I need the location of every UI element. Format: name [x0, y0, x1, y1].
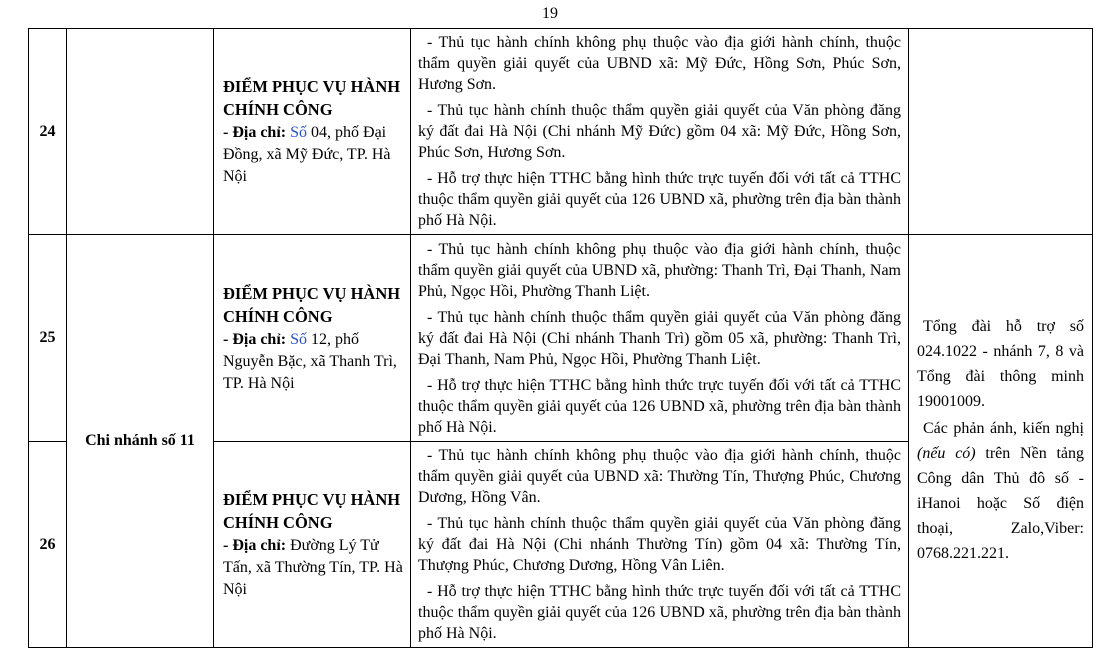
procedure-bullet: - Thủ tục hành chính thuộc thẩm quyền giải quyết của Văn phòng đăng ký đất đai Hà Nội (Chi nhánh Mỹ Đức) gồm 04 xã: Mỹ Đức, Hồng Sơn, Phúc Sơn, Hương Sơn.: [418, 102, 901, 161]
procedure-bullet: - Thủ tục hành chính thuộc thẩm quyền giải quyết của Văn phòng đăng ký đất đai Hà Nội (Chi nhánh Thanh Trì) gồm 05 xã, phường: Thanh Trì, Đại Thanh, Nam Phủ, Ngọc Hồi, Phường Thanh Liệt.: [418, 308, 901, 368]
service-point-address: [223, 122, 404, 188]
feedback-text-post: trên Nền tảng Công dân Thủ đô số - iHanoi hoặc Số điện thoại, Zalo,Viber: 0768.221.221.: [917, 445, 1084, 562]
table-row-25: [29, 235, 1093, 442]
hotline-paragraph: Tổng đài hỗ trợ số 024.1022 - nhánh 7, 8 và Tổng đài thông minh 19001009.: [917, 318, 1084, 410]
procedure-bullet: - Thủ tục hành chính không phụ thuộc vào địa giới hành chính, thuộc thẩm quyền giải quyết của UBND xã, phường: Thanh Trì, Đại Thanh, Nam Phủ, Ngọc Hồi, Phường Thanh Liệt.: [418, 240, 901, 300]
procedure-bullet: - Hỗ trợ thực hiện TTHC bằng hình thức trực tuyến đối với tất cả TTHC thuộc thẩm quyền giải quyết của 126 UBND xã, phường trên địa bàn thành phố Hà Nội.: [418, 583, 901, 642]
branch-cell: Chi nhánh số 11: [67, 235, 214, 648]
service-point-title: ĐIỂM PHỤC VỤ HÀNH CHÍNH CÔNG: [223, 283, 401, 326]
procedure-bullet: - Hỗ trợ thực hiện TTHC bằng hình thức trực tuyến đối với tất cả TTHC thuộc thẩm quyền giải quyết của 126 UBND xã, phường trên địa bàn thành phố Hà Nội.: [418, 376, 901, 436]
feedback-text-italic: (nếu có): [917, 445, 976, 462]
procedure-bullet: - Thủ tục hành chính không phụ thuộc vào địa giới hành chính, thuộc thẩm quyền giải quyết của UBND xã: Mỹ Đức, Hồng Sơn, Phúc Sơn, Hương Sơn.: [418, 34, 901, 93]
feedback-paragraph: [917, 416, 1084, 566]
row-number: 24: [29, 29, 67, 235]
address-label: - Địa chỉ:: [223, 124, 287, 141]
procedures-cell: [411, 235, 909, 442]
service-point-title: ĐIỂM PHỤC VỤ HÀNH CHÍNH CÔNG: [223, 77, 401, 119]
row-number: 25: [29, 235, 67, 442]
service-point-cell: [214, 29, 411, 235]
service-point-cell: [214, 235, 411, 442]
row-number: 26: [29, 442, 67, 648]
service-point-address: [223, 329, 404, 395]
feedback-text-pre: Các phản ánh, kiến nghị: [923, 420, 1084, 437]
address-label: - Địa chỉ:: [223, 537, 287, 554]
branch-cell-empty: [67, 29, 214, 235]
service-point-cell: [214, 442, 411, 648]
address-text: Đường Lý Tử Tấn, xã Thường Tín, TP. Hà Nội: [223, 537, 403, 598]
address-text: 12, phố Nguyễn Bặc, xã Thanh Trì, TP. Hà Nội: [223, 330, 397, 392]
address-number-highlight: Số: [290, 124, 308, 141]
hotline-note-cell: [909, 235, 1093, 648]
procedure-bullet: - Thủ tục hành chính không phụ thuộc vào địa giới hành chính, thuộc thẩm quyền giải quyết của UBND xã: Thường Tín, Thượng Phúc, Chương Dương, Hồng Vân.: [418, 447, 901, 506]
address-text: 04, phố Đại Đồng, xã Mỹ Đức, TP. Hà Nội: [223, 124, 391, 185]
procedure-bullet: - Thủ tục hành chính thuộc thẩm quyền giải quyết của Văn phòng đăng ký đất đai Hà Nội (Chi nhánh Thường Tín) gồm 04 xã: Thường Tín, Thượng Phúc, Chương Dương, Hồng Vân Liên.: [418, 515, 901, 574]
note-cell-empty: [909, 29, 1093, 235]
address-number-highlight: Số: [290, 330, 308, 348]
service-points-table: [28, 28, 1093, 648]
service-point-address: [223, 535, 404, 601]
procedure-bullet: - Hỗ trợ thực hiện TTHC bằng hình thức trực tuyến đối với tất cả TTHC thuộc thẩm quyền giải quyết của 126 UBND xã, phường trên địa bàn thành phố Hà Nội.: [418, 170, 901, 229]
address-label: - Địa chỉ:: [223, 330, 287, 348]
page-number: 19: [542, 5, 558, 22]
procedures-cell: [411, 442, 909, 648]
table-row-24: [29, 29, 1093, 235]
service-point-title: ĐIỂM PHỤC VỤ HÀNH CHÍNH CÔNG: [223, 490, 401, 532]
procedures-cell: [411, 29, 909, 235]
